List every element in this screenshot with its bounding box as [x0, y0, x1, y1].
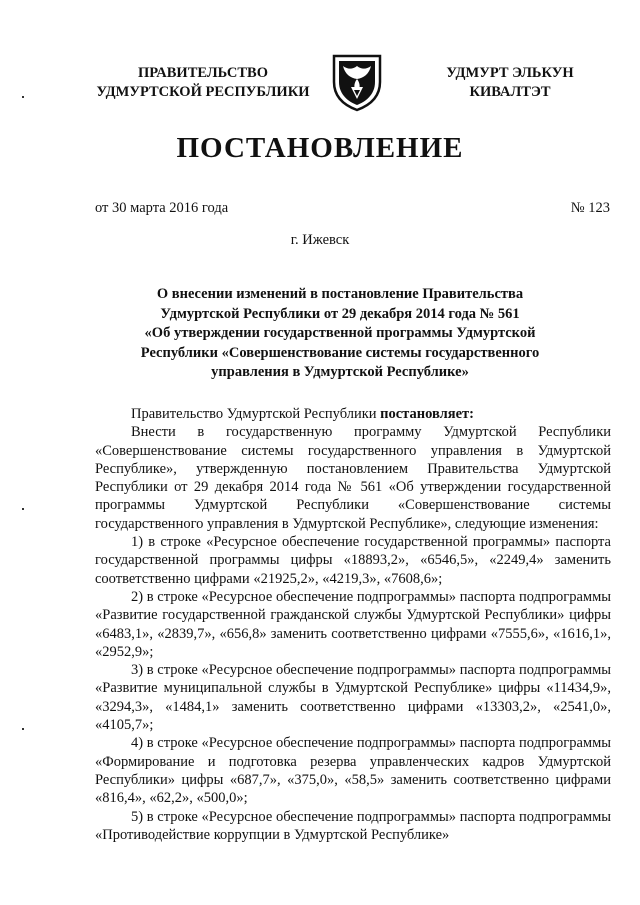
- scan-speck: [22, 728, 24, 730]
- government-name-udmurt-line2: КИВАЛТЭТ: [469, 84, 551, 100]
- intro-paragraph: [95, 405, 611, 423]
- subject-line: управления в Удмуртской Республике»: [211, 364, 469, 380]
- subject-line: Удмуртской Республики от 29 декабря 2014 года № 561: [160, 305, 520, 322]
- coat-of-arms-icon: [330, 52, 384, 112]
- body-paragraph: 3) в строке «Ресурсное обеспечение подпрограммы» паспорта подпрограммы «Развитие муниципальной службы в Удмуртской Республике» цифры «11434,9», «3294,3», «1484,1» заменить соответственно цифрами «13303,2», «2541,0», «4105,7»;: [95, 662, 611, 734]
- document-date: от 30 марта 2016 года: [95, 200, 229, 216]
- document-number: № 123: [570, 200, 610, 216]
- body-paragraph: Внести в государственную программу Удмуртской Республики «Совершенствование системы государственного управления в Удмуртской Республике», утвержденную постановлением Правительства Удмуртской Республики от 29 декабря 2014 года № 561 «Об утверждении государственной программы Удмуртской Республики «Совершенствование системы государственного управления в Удмуртской Республике», следующие изменения:: [95, 424, 611, 532]
- intro-bold-verb: постановляет:: [380, 406, 474, 422]
- body-paragraph: 4) в строке «Ресурсное обеспечение подпрограммы» паспорта подпрограммы «Формирование и подготовка резерва управленческих кадров Удмуртской Республики» цифры «687,7», «375,0», «58,5» заменить соответственно цифрами «816,4», «62,2», «500,0»;: [95, 735, 611, 807]
- document-subject: [120, 285, 560, 383]
- subject-line: «Об утверждении государственной программы Удмуртской: [144, 325, 536, 341]
- scan-speck: [22, 96, 24, 98]
- body-paragraph: 2) в строке «Ресурсное обеспечение подпрограммы» паспорта подпрограммы «Развитие государственной гражданской службы Удмуртской Республики» цифры «6483,1», «2839,7», «656,8» заменить соответственно цифрами «7555,6», «1616,1», «2952,9»;: [95, 588, 611, 660]
- body-paragraph: 5) в строке «Ресурсное обеспечение подпрограммы» паспорта подпрограммы «Противодействие коррупции в Удмуртской Республике»: [95, 808, 611, 843]
- government-name-udmurt-line1: УДМУРТ ЭЛЬКУН: [446, 65, 574, 81]
- government-name-russian: [72, 64, 334, 102]
- government-name-line2: УДМУРТСКОЙ РЕСПУБЛИКИ: [96, 84, 310, 100]
- government-name-line1: ПРАВИТЕЛЬСТВО: [138, 65, 268, 81]
- subject-line: Республики «Совершенствование системы государственного: [140, 344, 540, 361]
- body-paragraph: 1) в строке «Ресурсное обеспечение государственной программы» паспорта государственной программы цифры «18893,2», «6546,5», «2249,4» заменить соответственно цифрами «21925,2», «4219,3», «7608,6»;: [95, 534, 611, 587]
- intro-text: Правительство Удмуртской Республики: [131, 406, 381, 422]
- scan-speck: [22, 508, 24, 510]
- government-name-udmurt: [410, 64, 610, 102]
- subject-line: О внесении изменений в постановление Правительства: [156, 286, 524, 302]
- document-body: [95, 405, 611, 844]
- document-city: г. Ижевск: [290, 232, 350, 248]
- document-title: ПОСТАНОВЛЕНИЕ: [176, 132, 464, 164]
